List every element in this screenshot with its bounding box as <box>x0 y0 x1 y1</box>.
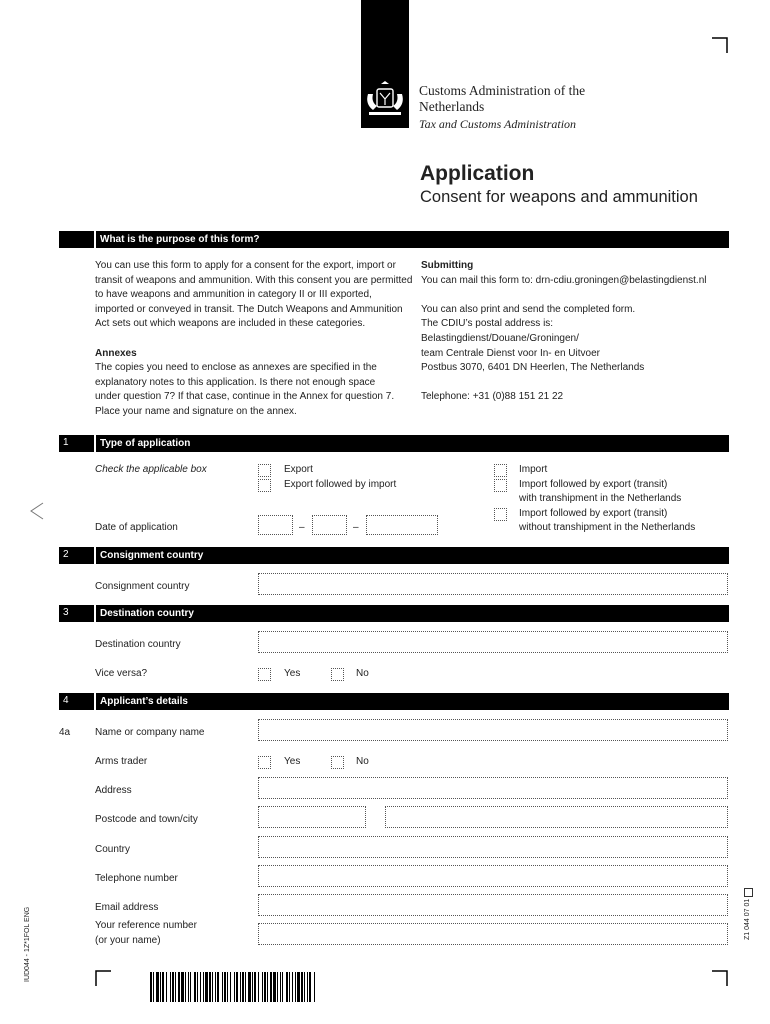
barcode-bar <box>166 972 167 1002</box>
barcode-bar <box>262 972 263 1002</box>
barcode-bar <box>215 972 216 1002</box>
barcode-bar <box>170 972 171 1002</box>
barcode-bar <box>270 972 272 1002</box>
label-export-followed-by-import: Export followed by import <box>284 479 397 490</box>
checkbox-arms-trader-yes[interactable] <box>258 756 271 769</box>
vice-versa-label: Vice versa? <box>95 668 148 679</box>
barcode-bar <box>254 972 256 1002</box>
checkbox-import-export-no-transhipment[interactable] <box>494 508 507 521</box>
label-yes: Yes <box>284 668 301 679</box>
barcode-bar <box>150 972 152 1002</box>
date-month-input[interactable] <box>312 515 347 535</box>
barcode-bar <box>297 972 300 1002</box>
label-yes: Yes <box>284 756 301 767</box>
barcode-bar <box>162 972 164 1002</box>
checkbox-import-export-transhipment[interactable] <box>494 479 507 492</box>
crop-mark-bottom-left <box>95 970 111 986</box>
label-no: No <box>356 756 369 767</box>
barcode-bar <box>273 972 276 1002</box>
section-heading: What is the purpose of this form? <box>94 231 729 248</box>
barcode-bar <box>153 972 154 1002</box>
barcode-bar <box>181 972 184 1002</box>
barcode-bar <box>222 972 223 1002</box>
label-import-export-1b: with transhipment in the Netherlands <box>519 493 682 504</box>
barcode-bar <box>242 972 244 1002</box>
date-separator: – <box>353 522 359 533</box>
barcode-bar <box>307 972 308 1002</box>
section-bar-2: 2 Consignment country <box>59 547 729 564</box>
postcode-label: Postcode and town/city <box>95 814 198 825</box>
date-separator: – <box>299 522 305 533</box>
barcode-bar <box>185 972 186 1002</box>
barcode-bar <box>252 972 253 1002</box>
consignment-country-label: Consignment country <box>95 581 190 592</box>
page-title: Application <box>420 162 535 185</box>
barcode-bar <box>200 972 201 1002</box>
email-label: Email address <box>95 902 159 913</box>
annexes-heading: Annexes <box>95 347 137 359</box>
barcode-bar <box>175 972 176 1002</box>
barcode-bar <box>217 972 219 1002</box>
barcode-bar <box>178 972 180 1002</box>
barcode-bar <box>172 972 174 1002</box>
label-export: Export <box>284 464 313 475</box>
label-import-export-2: Import followed by export (transit) <box>519 508 668 519</box>
date-day-input[interactable] <box>258 515 293 535</box>
barcode-bar <box>190 972 191 1002</box>
town-input[interactable] <box>385 806 728 828</box>
address-label: Address <box>95 785 132 796</box>
barcode-bar <box>234 972 235 1002</box>
barcode-bar <box>280 972 281 1002</box>
reference-label: Your reference number (or your name) <box>95 920 197 946</box>
postcode-input[interactable] <box>258 806 366 828</box>
ministry-subtitle: Tax and Customs Administration <box>419 117 577 131</box>
telephone: Telephone: +31 (0)88 151 21 22 <box>421 391 564 403</box>
barcode-bar <box>289 972 290 1002</box>
phone-input[interactable] <box>258 865 728 887</box>
barcode-bar <box>314 972 315 1002</box>
barcode-bar <box>282 972 283 1002</box>
consignment-country-input[interactable] <box>258 573 728 595</box>
instruction-text: Check the applicable box <box>95 464 207 475</box>
barcode-bar <box>209 972 211 1002</box>
purpose-text: You can use this form to apply for a consent for the export, import or transit of weapons and ammunition. With this consent you are permitted to have weapons and ammunition in category II or III exported, imported or conveyed in transit. The Dutch Weapons and Ammunition Act sets out which weapons are included in these categories. Annexes The copies you need to enclose as annexes are specified in the explanatory notes to this application. Is there not enough space under question 7? If that case, continue in the Annex for question 7. Place your name and signature on the annex. <box>95 259 415 420</box>
coat-of-arms-logo <box>363 80 407 120</box>
country-label: Country <box>95 844 131 855</box>
section-bar-1: 1 Type of application <box>59 435 729 452</box>
form-code-right: Z1 044 07 01 <box>744 898 751 940</box>
barcode-bar <box>160 972 161 1002</box>
barcode-bar <box>301 972 303 1002</box>
label-import-export-2b: without transhipment in the Netherlands <box>519 522 696 533</box>
label-import-export-1: Import followed by export (transit) <box>519 479 668 490</box>
barcode-bar <box>304 972 305 1002</box>
date-year-input[interactable] <box>366 515 438 535</box>
email-input[interactable] <box>258 894 728 916</box>
barcode-bar <box>309 972 311 1002</box>
label-no: No <box>356 668 369 679</box>
barcode-bar <box>286 972 288 1002</box>
barcode-bar <box>248 972 251 1002</box>
checkbox-arms-trader-no[interactable] <box>331 756 344 769</box>
checkbox-export[interactable] <box>258 464 271 477</box>
submitting-heading: Submitting <box>421 260 474 271</box>
barcode-bar <box>224 972 226 1002</box>
arms-trader-label: Arms trader <box>95 756 148 767</box>
country-input[interactable] <box>258 836 728 858</box>
submitting-email: You can mail this form to: drn-cdiu.groningen@belastingdienst.nl <box>421 274 707 286</box>
barcode-bar <box>212 972 213 1002</box>
section-heading: Destination country <box>94 605 729 622</box>
crop-mark-top-right <box>712 37 728 53</box>
submitting-text: Submitting You can mail this form to: drn-cdiu.groningen@belastingdienst.nl You can also print and send the completed form. The CDIU’s postal address is: Belastingdienst/Douane/Groningen/ team Centrale Dienst voor In- en Uitvoer Postbus 3070, 6401 DN Heerlen, The Netherlands Telephone: +31 (0)88 151 21 22 <box>421 259 721 405</box>
checkbox-vice-versa-yes[interactable] <box>258 668 271 681</box>
section-bar-purpose <box>59 231 729 248</box>
barcode-bar <box>236 972 238 1002</box>
barcode-bar <box>264 972 266 1002</box>
ministry-name: Customs Administration of the Netherlands <box>419 83 586 114</box>
barcode-bar <box>227 972 228 1002</box>
crop-mark-bottom-right <box>712 970 728 986</box>
checkbox-import[interactable] <box>494 464 507 477</box>
reference-input[interactable] <box>258 923 728 945</box>
subsection-number: 4a <box>59 727 71 738</box>
barcode-bar <box>188 972 189 1002</box>
margin-marker-box <box>744 888 753 897</box>
section-heading: Applicant’s details <box>94 693 729 710</box>
form-code-left: IUD044 - 1Z*1FOL ENG <box>24 906 31 982</box>
barcode-bar <box>240 972 241 1002</box>
destination-country-input[interactable] <box>258 631 728 653</box>
section-heading: Consignment country <box>94 547 729 564</box>
section-bar-3: 3 Destination country <box>59 605 729 622</box>
address-input[interactable] <box>258 777 728 799</box>
barcode-bar <box>277 972 278 1002</box>
barcode-bar <box>295 972 296 1002</box>
section-bar-4: 4 Applicant’s details <box>59 693 729 710</box>
barcode-bar <box>245 972 246 1002</box>
barcode-bar <box>267 972 268 1002</box>
label-import: Import <box>519 464 548 475</box>
barcode <box>150 972 316 1002</box>
barcode-bar <box>194 972 196 1002</box>
date-label: Date of application <box>95 522 178 533</box>
phone-label: Telephone number <box>95 873 178 884</box>
checkbox-export-followed-by-import[interactable] <box>258 479 271 492</box>
checkbox-vice-versa-no[interactable] <box>331 668 344 681</box>
destination-country-label: Destination country <box>95 639 181 650</box>
page-subtitle: Consent for weapons and ammunition <box>420 188 698 206</box>
fold-mark-icon <box>30 502 44 520</box>
barcode-bar <box>156 972 159 1002</box>
name-input[interactable] <box>258 719 728 741</box>
barcode-bar <box>205 972 208 1002</box>
barcode-bar <box>203 972 204 1002</box>
barcode-bar <box>292 972 293 1002</box>
section-heading: Type of application <box>94 435 729 452</box>
barcode-bar <box>258 972 259 1002</box>
barcode-bar <box>197 972 198 1002</box>
barcode-bar <box>230 972 231 1002</box>
name-label: Name or company name <box>95 727 205 738</box>
